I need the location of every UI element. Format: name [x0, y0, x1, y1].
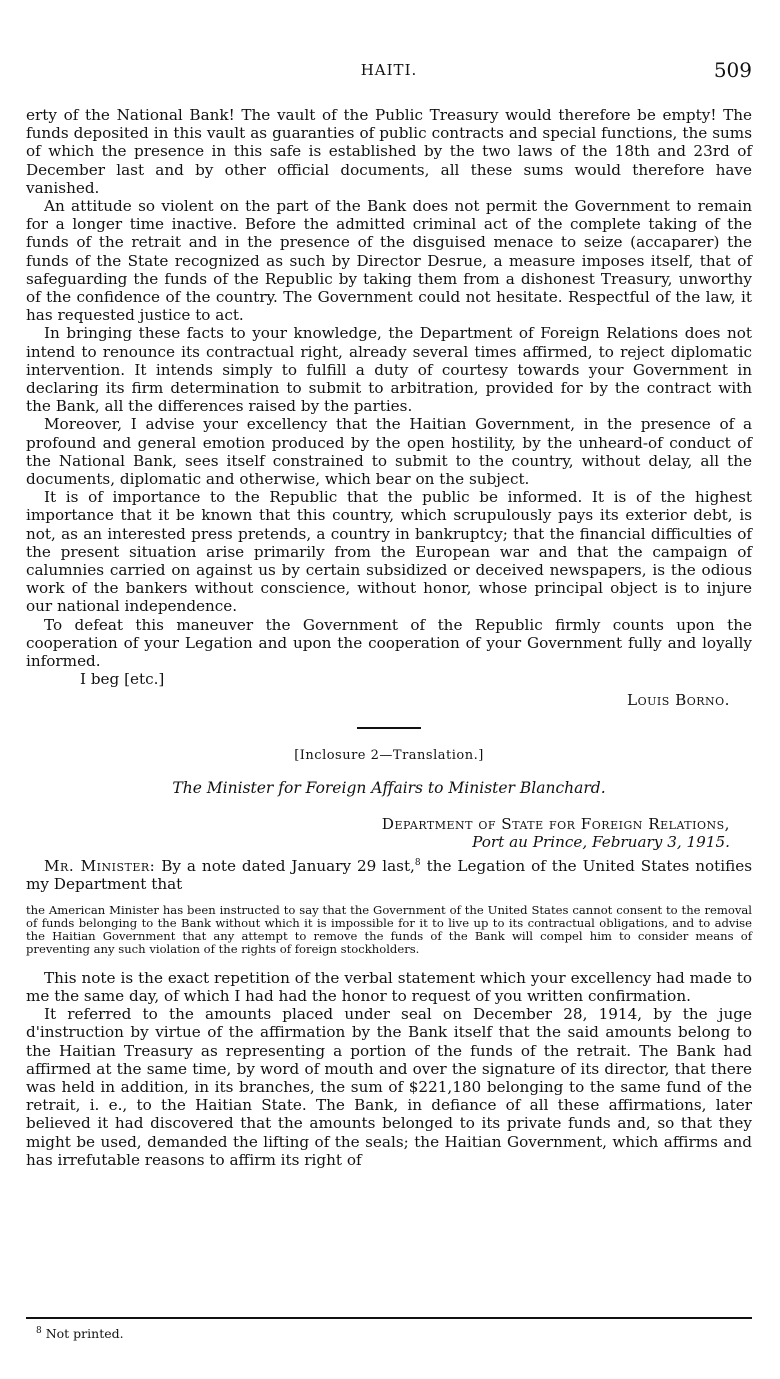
- inclosure-label: [Inclosure 2—Translation.]: [294, 747, 484, 763]
- signature: Louis Borno.: [626, 690, 730, 709]
- opening-text-a: By a note dated January 29 last,: [155, 857, 415, 876]
- paragraph: In bringing these facts to your knowledge, the Department of Foreign Relations does not intend to renounce its contractual right, already several times affirmed, to reject diplomatic intervention. It intends simply to fulfill a duty of courtesy towards your Government in declaring its firm determination to submit to arbitration, provided for by the contract with the Bank, all the differences raised by the parties.: [26, 324, 752, 416]
- letter-heading: The Minister for Foreign Affairs to Minister Blanchard.: [172, 778, 606, 797]
- paragraph: Moreover, I advise your excellency that the Haitian Government, in the presence of a profound and general emotion produced by the open hostility, by the unheard-of conduct of the National Bank, sees itself constrained to submit to the country, without delay, all the documents, diplomatic and otherwise, which bear on the subject.: [26, 415, 752, 489]
- paragraph: erty of the National Bank! The vault of the Public Treasury would therefore be empty! The funds deposited in this vault as guaranties of public contracts and special functions, the sums of which the presence in this safe is established by the two laws of the 18th and 23rd of December last and by other official documents, all these sums would therefore have vanished.: [26, 106, 752, 197]
- closing-line: I beg [etc.]: [80, 670, 165, 689]
- running-title: HAITI.: [360, 61, 418, 79]
- paragraph: An attitude so violent on the part of the Bank does not permit the Government to remain for a longer time inactive. Before the admitted criminal act of the complete taking of the funds of the retrait and in the presence of the disguised menace to seize (accaparer) the funds of the State recognized as such by Director Desrue, a measure imposes itself, that of safeguarding the funds of the Republic by taking them from a dishonest Treasury, unworthy of the confidence of the country. The Government could not hesitate. Respectful of the law, it has requested justice to act.: [26, 197, 752, 325]
- footnote-divider: [26, 1317, 752, 1319]
- running-head: [26, 58, 752, 82]
- section-divider: [357, 727, 421, 729]
- paragraph: It is of importance to the Republic that the public be informed. It is of the highest importance that it be known that this country, which scrupulously pays its exterior debt, is not, as an interested press pretends, a country in bankruptcy; that the financial difficulties of the present situation arise primarily from the European war and that the campaign of calumnies carried on against us by certain subsidized or deceived newspapers, is the odious work of the bankers without conscience, without honor, whose principal object is to injure our national independence.: [26, 488, 752, 616]
- footnote-reference: 8: [414, 858, 421, 869]
- footnote-marker: 8: [36, 1325, 42, 1336]
- page-number: 509: [713, 58, 752, 82]
- opening-text-b: the Legation of the United States notifies my Department that: [26, 857, 752, 894]
- salutation: Mr. Minister:: [44, 857, 156, 876]
- footnote-text: Not printed.: [45, 1326, 124, 1341]
- quoted-note: the American Minister has been instructed to say that the Government of the United States cannot consent to the removal of funds belonging to the Bank without which it is impossible for it to live up to its contractual obligations, and to advise the Haitian Government that any attempt to remove the funds of the Bank will compel him to consider means of preventing any such violation of the rights of foreign stockholders.: [26, 902, 752, 957]
- opening-paragraph: [26, 857, 752, 893]
- footnote: [36, 1326, 124, 1341]
- paragraph: To defeat this maneuver the Government of the Republic firmly counts upon the cooperation of your Legation and upon the cooperation of your Government fully and loyally informed.: [26, 615, 752, 671]
- department-line: Department of State for Foreign Relations,: [381, 815, 730, 834]
- body-text: [26, 106, 752, 1169]
- paragraph: It referred to the amounts placed under seal on December 28, 1914, by the juge d'instruction by virtue of the affirmation by the Bank itself that the said amounts belong to the Haitian Treasury as representing a portion of the funds of the retrait. The Bank had affirmed at the same time, by word of mouth and over the signature of its director, that there was held in addition, in its branches, the sum of $221,180 belonging to the same fund of the retrait, i. e., to the Haitian State. The Bank, in defiance of all these affirmations, later believed it had discovered that the amounts belonged to its private funds and, so that they might be used, demanded the lifting of the seals; the Haitian Government, which affirms and has irrefutable reasons to affirm its right of: [26, 1005, 752, 1169]
- place-date: Port au Prince, February 3, 1915.: [472, 833, 730, 852]
- paragraph: This note is the exact repetition of the verbal statement which your excellency had made to me the same day, of which I had had the honor to request of you written confirmation.: [26, 968, 752, 1005]
